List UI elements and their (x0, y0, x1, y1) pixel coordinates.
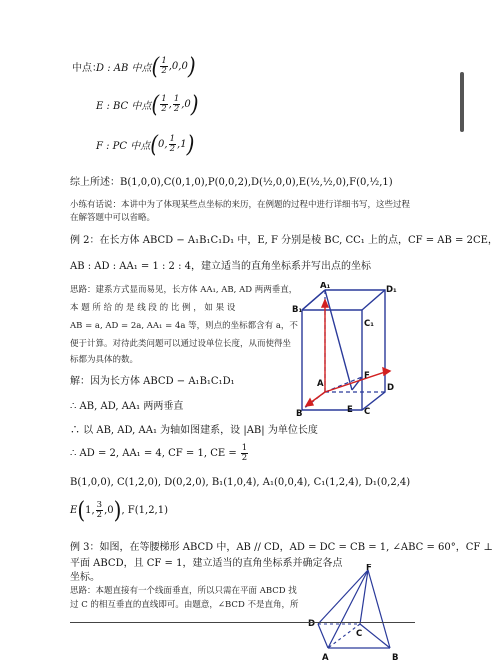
bottom-rule (70, 622, 415, 623)
axis-x (310, 392, 325, 403)
label-e: E (347, 405, 353, 415)
edge-d-a (318, 624, 328, 648)
frac-den: 2 (169, 143, 176, 154)
frac-num: 1 (173, 93, 180, 104)
label-a1: A₁ (320, 282, 331, 291)
coord-rest: ,0 (181, 98, 191, 110)
cuboid-outline (302, 290, 385, 410)
midpoint-f-text: F : PC 中点 (96, 140, 151, 152)
frac-num: 3 (96, 499, 103, 510)
trapezoid-pyramid-figure (300, 564, 420, 667)
example3-line-3: 坐标。 (70, 572, 100, 583)
coord-start: 0, (158, 138, 168, 150)
example3-line-2: 平面 ABCD，且 CF = 1，建立适当的直角坐标系并确定各点 (70, 558, 343, 569)
label-d1: D₁ (386, 285, 397, 295)
frac-den: 2 (173, 103, 180, 114)
cuboid-figure (292, 282, 404, 420)
axis-x-arrow (306, 399, 313, 406)
frac-den: 2 (161, 65, 167, 76)
frac-num: 1 (241, 443, 248, 453)
solution-line-6: E ( 1, $\frac{3}{2}$ ,0 ) , F(1,2,1) (70, 496, 168, 524)
solution-line-1: 解：因为长方体 ABCD − A₁B₁C₁D₁ (70, 376, 235, 387)
idea2-line-5: 标都为具体的数。 (70, 355, 139, 365)
frac-num: 1 (169, 133, 176, 144)
segment-e-f (352, 377, 362, 390)
frac-den: 2 (241, 453, 248, 463)
midpoint-e-row: E : BC 中点 ( $\frac{1}{2}$ , $\frac{1}{2}$ ,0 ) (96, 90, 199, 118)
label-a: A (317, 379, 324, 389)
fig2-label-a: A (322, 653, 329, 663)
example2-line-2: AB : AD : AA₁ = 1 : 2 : 4，建立适当的直角坐标系并写出点的坐标 (70, 261, 371, 272)
example2-line-1: 例 2：在长方体 ABCD − A₁B₁C₁D₁ 中，E, F 分别是棱 BC, CC₁ 上的点，CF = AB = 2CE， (70, 235, 498, 246)
idea2-line-3: AB = a, AD = 2a, AA₁ = 4a 等，则点的坐标都含有 a，不 (70, 321, 298, 331)
label-f: F (364, 371, 370, 381)
solution-line-4-text: ∴ AD = 2, AA₁ = 4, CF = 1, CE = (70, 448, 237, 459)
axis-y-arrow (383, 368, 390, 375)
frac-num: 1 (161, 93, 167, 104)
fig2-label-c: C (356, 629, 363, 639)
midpoint-e-text: E : BC 中点 (96, 100, 152, 112)
solution-line-4 (70, 444, 249, 463)
point-e-label: E (70, 504, 78, 516)
midpoint-label: 中点： (72, 63, 102, 74)
coord-rest: ,0,0 (168, 60, 188, 72)
idea2-line-2: 本 题 所 给 的 是 线 段 的 比 例 ， 如 果 设 (70, 303, 236, 313)
coord-rest: ,1 (177, 138, 187, 150)
example3-line-1: 例 3：如图，在等腰梯形 ABCD 中，AB // CD，AD = DC = CB = 1, ∠ABC = 60°，CF ⊥ (70, 542, 493, 553)
idea2-line-4: 便于计算。对待此类问题可以通过设单位长度，从而使得坐 (70, 339, 292, 349)
solution-line-2: ∴ AB, AD, AA₁ 两两垂直 (70, 401, 184, 412)
frac-den: 2 (96, 509, 103, 520)
scrollbar-thumb[interactable] (460, 72, 464, 132)
summary-line: 综上所述：B(1,0,0),C(0,1,0),P(0,0,2),D(½,0,0),E(½,½,0),F(0,½,1) (70, 177, 393, 188)
segment-a1-e (325, 290, 352, 390)
idea2-line-1: 思路：建系方式显而易见，长方体 AA₁, AB, AD 两两垂直， (70, 285, 298, 295)
edge-c1-d1 (362, 290, 385, 310)
label-b1: B₁ (292, 305, 303, 315)
axis-z-arrow (322, 300, 328, 307)
fig2-label-d: D (308, 619, 316, 629)
note-line-2: 在解答题中可以省略。 (70, 213, 156, 223)
idea3-line-1: 思路：本题直接有一个线面垂直，所以只需在平面 ABCD 找 (70, 586, 297, 596)
edge-c-b (360, 624, 390, 648)
axis-y (325, 372, 385, 392)
edge-f-b (368, 570, 390, 648)
frac-den: 2 (161, 103, 167, 114)
midpoint-d-row: D : AB 中点 ( $\frac{1}{2}$ ,0,0 ) (96, 52, 196, 80)
label-b: B (296, 409, 303, 419)
solution-line-3: ∴ 以 AB, AD, AA₁ 为轴如图建系，设 |AB| 为单位长度 (70, 425, 318, 436)
note-line-1: 小练有话说：本讲中为了体现某些点坐标的来历，在例题的过程中进行详细书写，这些过程 (70, 200, 411, 210)
midpoint-f-row: F : PC 中点 ( 0, $\frac{1}{2}$ ,1 ) (96, 130, 195, 158)
fig2-label-b: B (392, 653, 399, 663)
label-d: D (387, 383, 395, 393)
label-c1: C₁ (364, 319, 374, 329)
midpoint-d-text: D : AB 中点 (96, 62, 152, 74)
edge-f-d (318, 570, 368, 624)
idea3-line-2: 过 C 的相互垂直的直线即可。由题意，∠BCD 不是直角，所 (70, 600, 299, 610)
fig2-label-f: F (366, 564, 372, 573)
frac-num: 1 (161, 55, 167, 66)
point-f-coord: , F(1,2,1) (121, 504, 168, 516)
solution-line-5: B(1,0,0), C(1,2,0), D(0,2,0), B₁(1,0,4), A₁(0,0,4), C₁(1,2,4), D₁(0,2,4) (70, 477, 411, 488)
label-c: C (364, 407, 371, 417)
